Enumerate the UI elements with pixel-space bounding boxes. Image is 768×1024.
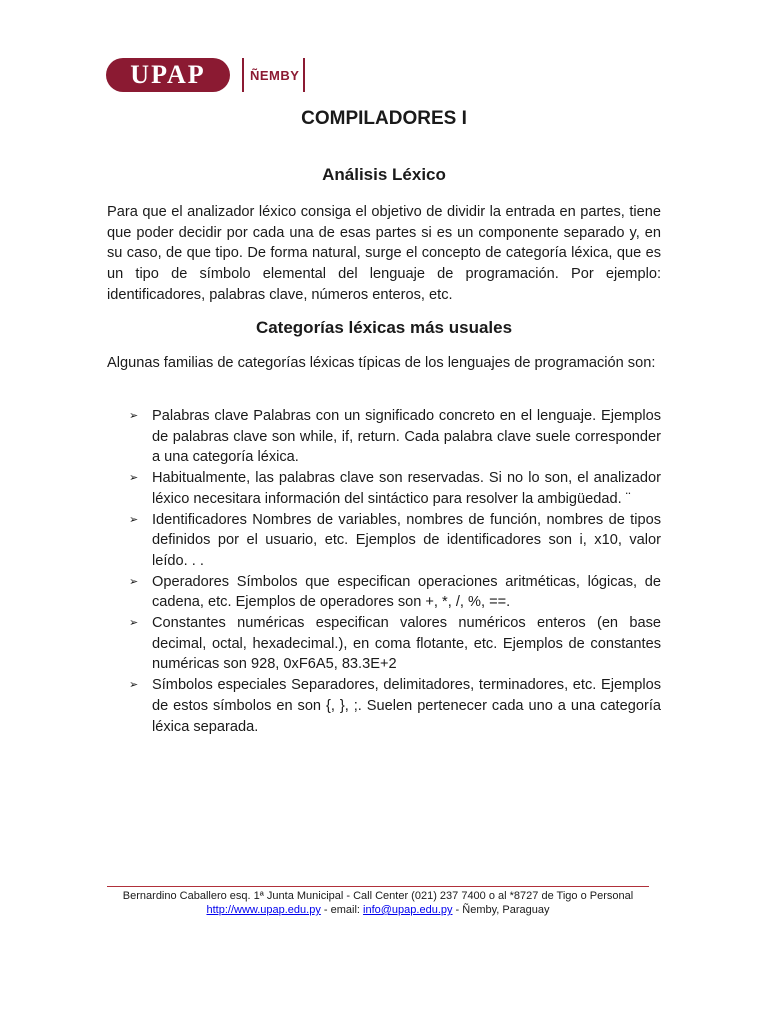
campus-logo-text: ÑEMBY [250,67,300,83]
email-link[interactable]: info@upap.edu.py [363,904,453,916]
section2-heading: Categorías léxicas más usuales [255,318,513,337]
arrow-bullet-icon: ➢ [129,679,139,692]
logo-divider [242,58,244,92]
section1-paragraph: Para que el analizador léxico consiga el objetivo de dividir la entrada en partes, tiene que poder decidir por cada una de esas partes si es un componente separado y, en su caso, de que tipo. De forma natural, surge el concepto de categoría léxica, que es un tipo de símbolo elemental del lenguaje de programación. Por ejemplo: identificadores, palabras clave, números enteros, etc. [107,204,661,303]
arrow-bullet-icon: ➢ [129,513,139,526]
upap-logo: UPAP [106,58,230,92]
list-item [107,510,661,572]
website-link[interactable]: http://www.upap.edu.py [206,904,321,916]
list-item [107,613,661,675]
document-title: COMPILADORES I [301,108,467,129]
header-logo [106,57,305,93]
list-item-text: Símbolos especiales Separadores, delimitadores, terminadores, etc. Ejemplos de estos símbolos en son {, }, ;. Suelen pertenecer cada uno a una categoría léxica separada. [152,677,661,735]
footer-address: Bernardino Caballero esq. 1ª Junta Municipal - Call Center (021) 237 7400 o al *8727 de Tigo o Personal [122,890,634,902]
section2-intro: Algunas familias de categorías léxicas típicas de los lenguajes de programación son: [107,355,656,371]
footer-divider [107,886,649,887]
arrow-bullet-icon: ➢ [129,472,139,485]
footer-contact [107,904,649,916]
list-item-text: Constantes numéricas especifican valores numéricos enteros (en base decimal, octal, hexadecimal.), en coma flotante, etc. Ejemplos de constantes numéricas son 928, 0xF6A5, 83.3E+2 [152,615,661,673]
list-item-text: Habitualmente, las palabras clave son reservadas. Si no lo son, el analizador léxico necesitara información del sintáctico para resolver la ambigüedad. ¨ [152,470,661,507]
list-item-text: Identificadores Nombres de variables, nombres de función, nombres de tipos definidos por el usuario, etc. Ejemplos de identificadores son i, x10, valor leído. . . [152,511,661,569]
arrow-bullet-icon: ➢ [129,575,139,588]
list-item [107,468,661,509]
section1-heading: Análisis Léxico [322,165,446,184]
email-label: - email: [320,904,364,916]
arrow-bullet-icon: ➢ [129,617,139,630]
list-item [107,675,661,737]
arrow-bullet-icon: ➢ [129,410,139,422]
list-item [107,406,661,468]
footer-location: - Ñemby, Paraguay [452,904,550,916]
categories-list [107,406,661,737]
logo-divider-right [303,58,305,92]
list-item-text: Operadores Símbolos que especifican operaciones aritméticas, lógicas, de cadena, etc. Ejemplos de operadores son +, *, /, %, ==. [152,573,661,611]
list-item-text: Palabras clave Palabras con un significado concreto en el lenguaje. Ejemplos de palabras clave son while, if, return. Cada palabra clave suele corresponder a una categoría léxica. [152,408,661,466]
list-item [107,572,661,613]
